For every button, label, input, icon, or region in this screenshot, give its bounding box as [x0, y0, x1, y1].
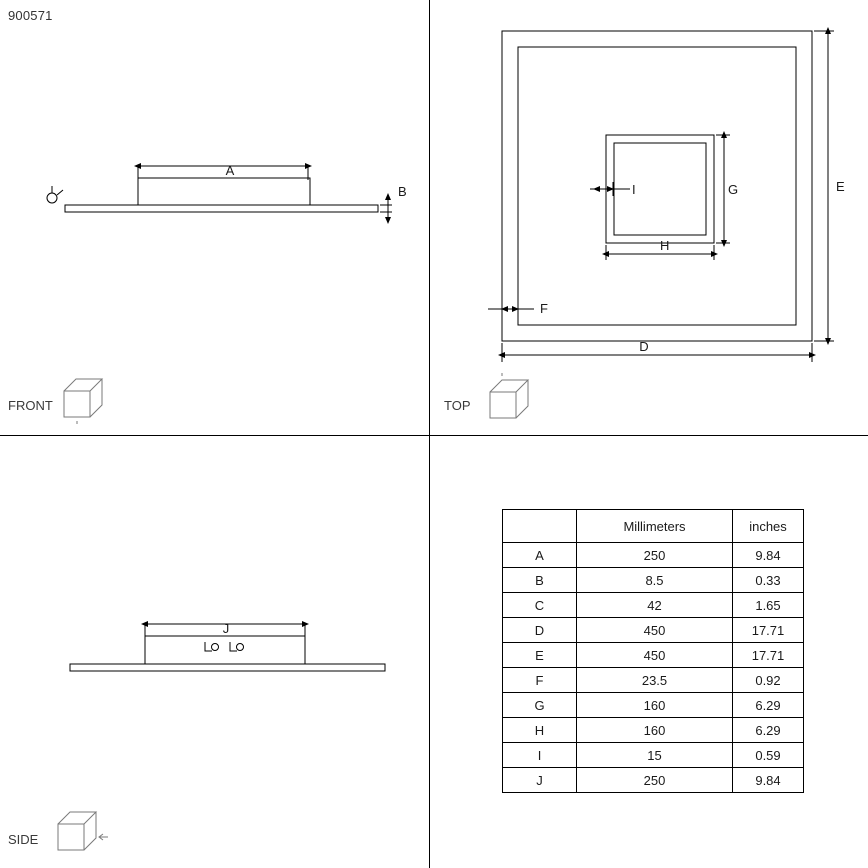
table-cell-key: E [503, 643, 577, 668]
table-cell-millimeters: 160 [577, 718, 733, 743]
table-cell-millimeters: 250 [577, 768, 733, 793]
table-cell-key: G [503, 693, 577, 718]
table-row [503, 543, 804, 568]
table-cell-millimeters: 450 [577, 618, 733, 643]
dim-label-J: J [222, 621, 230, 636]
table-row [503, 618, 804, 643]
table-cell-key: F [503, 668, 577, 693]
table-row [503, 593, 804, 618]
orientation-cube-top-icon [480, 372, 540, 427]
dim-label-D: D [639, 339, 649, 354]
dim-label-H: H [660, 238, 670, 253]
side-view-drawing [0, 436, 429, 868]
table-cell-inches: 17.71 [733, 643, 804, 668]
side-view-label: SIDE [8, 832, 39, 847]
article-number: 900571 [8, 8, 53, 23]
table-cell-millimeters: 450 [577, 643, 733, 668]
table-header-key [503, 510, 577, 543]
table-cell-millimeters: 160 [577, 693, 733, 718]
table-row [503, 643, 804, 668]
dim-label-A: A [225, 163, 235, 178]
table-cell-key: A [503, 543, 577, 568]
table-cell-inches: 17.71 [733, 618, 804, 643]
dim-label-I: I [632, 182, 636, 197]
table-cell-millimeters: 8.5 [577, 568, 733, 593]
table-cell-inches: 0.33 [733, 568, 804, 593]
dim-label-G: G [728, 182, 739, 197]
dim-label-F: F [540, 301, 548, 316]
top-view-drawing [430, 0, 868, 435]
table-cell-key: J [503, 768, 577, 793]
dim-label-E: E [836, 179, 845, 194]
table-cell-inches: 1.65 [733, 593, 804, 618]
table-cell-inches: 9.84 [733, 768, 804, 793]
table-cell-inches: 6.29 [733, 693, 804, 718]
table-cell-millimeters: 15 [577, 743, 733, 768]
table-cell-key: H [503, 718, 577, 743]
orientation-cube-front-icon [56, 375, 112, 425]
dimension-table-panel [430, 436, 868, 868]
table-cell-key: B [503, 568, 577, 593]
top-view-panel [430, 0, 868, 435]
table-cell-millimeters: 23.5 [577, 668, 733, 693]
table-header-row [503, 510, 804, 543]
table-cell-inches: 0.59 [733, 743, 804, 768]
table-cell-inches: 6.29 [733, 718, 804, 743]
table-cell-millimeters: 250 [577, 543, 733, 568]
table-row [503, 768, 804, 793]
table-cell-inches: 9.84 [733, 543, 804, 568]
dim-label-B: B [398, 184, 407, 199]
table-header-inches: inches [733, 510, 804, 543]
table-row [503, 718, 804, 743]
table-cell-millimeters: 42 [577, 593, 733, 618]
table-header-millimeters: Millimeters [577, 510, 733, 543]
table-row [503, 693, 804, 718]
table-cell-inches: 0.92 [733, 668, 804, 693]
table-row [503, 668, 804, 693]
table-cell-key: C [503, 593, 577, 618]
dimension-table [502, 509, 804, 793]
table-cell-key: I [503, 743, 577, 768]
front-view-drawing [0, 0, 429, 435]
front-view-label: FRONT [8, 398, 53, 413]
front-view-panel [0, 0, 429, 435]
table-row [503, 743, 804, 768]
orientation-cube-side-icon [50, 808, 116, 860]
side-view-panel [0, 436, 429, 868]
table-cell-key: D [503, 618, 577, 643]
table-row [503, 568, 804, 593]
top-view-label: TOP [444, 398, 471, 413]
